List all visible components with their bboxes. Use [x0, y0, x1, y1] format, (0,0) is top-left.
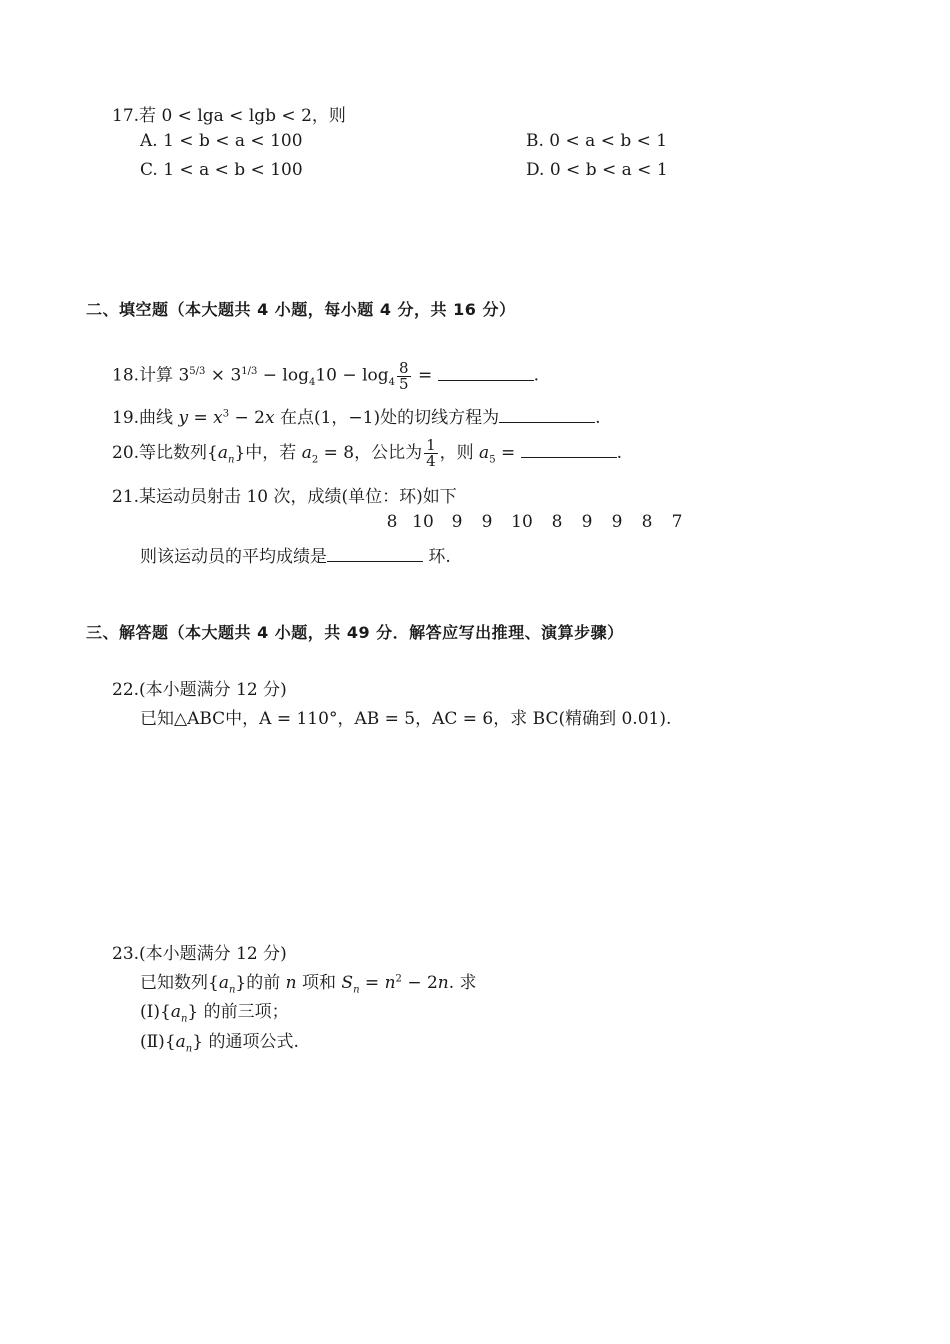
option-b: B. 0 < a < b < 1	[526, 131, 668, 151]
question-number: 17.	[112, 106, 140, 126]
answer-blank[interactable]	[327, 545, 423, 562]
question-21-stem	[112, 482, 457, 507]
question-text: 则该运动员的平均成绩是	[140, 547, 327, 567]
question-17-stem	[112, 101, 346, 126]
question-23-part-1: $(Ⅰ)\{a_n\}$ 的前三项；	[140, 1002, 289, 1025]
section-2-heading: 二、填空题（本大题共 4 小题，每小题 4 分，共 16 分）	[86, 300, 516, 319]
question-22-header	[112, 675, 287, 700]
log-text: log	[282, 365, 309, 386]
question-number: 19.	[112, 408, 140, 428]
unit-text: 环.	[428, 547, 451, 567]
question-21-ask	[140, 542, 451, 567]
question-text: = 8，公比为	[323, 443, 423, 463]
question-23-body: 已知数列$\{a_n\}$的前 n 项和 $S_n = n^2 - 2n$. 求	[140, 973, 477, 996]
question-19: 19.曲线 $y = x^3 - 2x$ 在点(1，−1)处的切线方程为 .	[112, 408, 601, 428]
score-value: 10	[511, 512, 533, 532]
question-number: 21.	[112, 487, 140, 507]
question-text: 项和	[302, 973, 337, 993]
question-22-body: 已知△ABC中，A = 110°，AB = 5，AC = 6，求 BC(精确到 0.01).	[140, 709, 672, 729]
fraction-numerator: 1	[426, 436, 436, 454]
score-value: 9	[451, 512, 463, 532]
question-20: 20.等比数列$\{a_n\}$中，若 $a_2 = 8$，公比为 $\frac{1}{4}$ ，则 $a_5$ = .	[112, 436, 623, 470]
question-text: 等比数列{	[139, 443, 218, 463]
part-label: (Ⅰ)	[140, 1002, 160, 1022]
exponent: 1/3	[241, 366, 258, 377]
question-18: 18.计算 $3^{5/3} \times 3^{1/3} - \log_410 - \log_4$ $\frac{8}{5}$ = .	[112, 358, 540, 393]
power-base: 3	[178, 365, 190, 386]
points-note: (本小题满分 12 分)	[139, 680, 287, 700]
answer-blank[interactable]	[438, 364, 534, 381]
score-value: 9	[581, 512, 593, 532]
power-base: 3	[230, 365, 242, 386]
question-number: 22.	[112, 680, 140, 700]
fraction-denominator: 5	[399, 374, 409, 393]
question-number: 23.	[112, 944, 140, 964]
question-text: 若 0 < lga < lgb < 2，则	[139, 106, 346, 126]
answer-blank[interactable]	[521, 441, 617, 458]
log-base: 4	[388, 377, 395, 389]
question-text: 在点(1，−1)处的切线方程为	[279, 408, 500, 428]
fraction	[397, 358, 411, 393]
question-number: 20.	[112, 443, 140, 463]
score-value: 9	[481, 512, 493, 532]
question-text: 的前三项；	[203, 1002, 289, 1022]
question-text: 的通项公式.	[208, 1032, 299, 1052]
question-text: 计算	[139, 365, 174, 386]
log-text: log	[362, 365, 389, 386]
question-23-header	[112, 939, 287, 964]
question-text: 曲线	[139, 408, 174, 428]
score-value: 8	[551, 512, 563, 532]
log-base: 4	[308, 377, 316, 389]
question-text: ，则	[439, 443, 474, 463]
question-text: . 求	[448, 973, 477, 993]
question-text: }中，若	[234, 443, 297, 463]
score-value: 10	[412, 512, 434, 532]
score-value: 8	[386, 512, 398, 532]
score-value: 9	[611, 512, 623, 532]
question-text: 某运动员射击 10 次，成绩(单位：环)如下	[139, 487, 457, 507]
answer-blank[interactable]	[499, 406, 595, 423]
question-text: 已知数列{	[140, 973, 219, 993]
part-label: (Ⅱ)	[140, 1032, 165, 1052]
question-23-part-2: $(Ⅱ)\{a_n\}$ 的通项公式.	[140, 1032, 299, 1055]
score-list	[380, 512, 692, 532]
log-arg: 10	[315, 365, 337, 386]
option-c: C. 1 < a < b < 100	[140, 160, 303, 180]
question-number: 18.	[112, 365, 140, 386]
score-value: 7	[671, 512, 683, 532]
option-a: A. 1 < b < a < 100	[140, 131, 303, 151]
exponent: 5/3	[189, 366, 206, 377]
score-value: 8	[641, 512, 653, 532]
fraction	[424, 438, 438, 469]
option-d: D. 0 < b < a < 1	[526, 160, 668, 180]
fraction-denominator: 4	[426, 452, 436, 470]
section-3-heading: 三、解答题（本大题共 4 小题，共 49 分．解答应写出推理、演算步骤）	[86, 623, 624, 642]
points-note: (本小题满分 12 分)	[139, 944, 287, 964]
fraction-numerator: 8	[399, 358, 409, 377]
question-text: }的前	[235, 973, 281, 993]
